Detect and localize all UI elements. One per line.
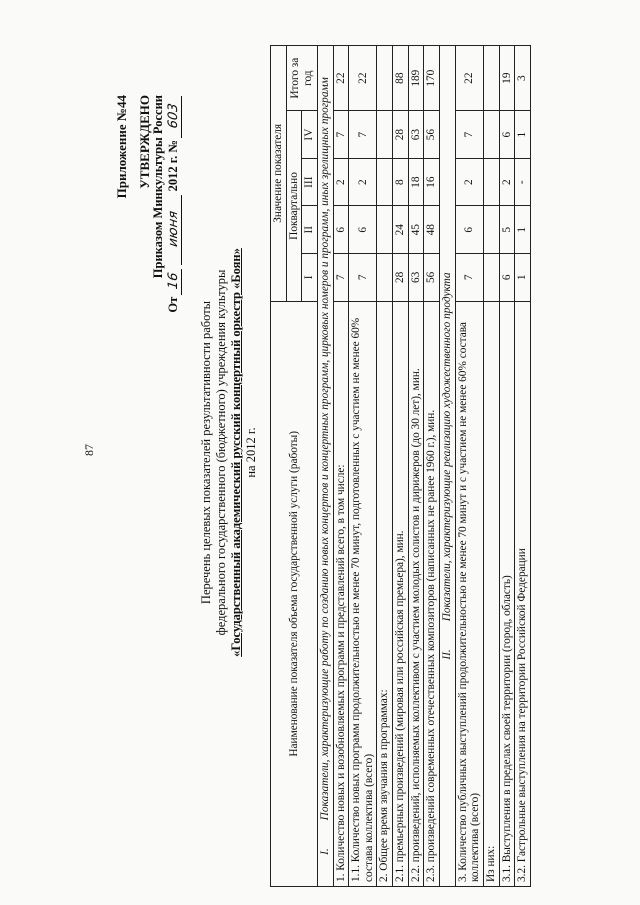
page-number: 87 bbox=[82, 444, 96, 456]
section-heading bbox=[440, 46, 456, 887]
total-value: 22 bbox=[333, 46, 349, 111]
q4-value: 1 bbox=[515, 111, 531, 159]
header-q4: IV bbox=[302, 111, 318, 159]
q2-value: 6 bbox=[333, 206, 349, 254]
q4-value bbox=[483, 111, 499, 159]
q4-value: 6 bbox=[499, 111, 515, 159]
total-value: 3 bbox=[515, 46, 531, 111]
total-value bbox=[377, 46, 393, 111]
indicator-name: 3. Количество публичных выступлений продолжительностью не менее 70 минут и с участием не менее 60% состава коллектива (всего) bbox=[455, 301, 483, 886]
q4-value: 63 bbox=[408, 111, 424, 159]
header-total: Итого за год bbox=[286, 46, 317, 111]
table-row bbox=[455, 46, 483, 887]
table-row bbox=[333, 46, 349, 887]
header-q3: III bbox=[302, 158, 318, 206]
table-row bbox=[377, 46, 393, 887]
header-quarterly: Поквартально bbox=[286, 111, 302, 301]
q4-value: 28 bbox=[393, 111, 409, 159]
total-value: 22 bbox=[455, 46, 483, 111]
q1-value: 7 bbox=[333, 254, 349, 302]
section-row bbox=[440, 46, 456, 887]
q2-value bbox=[377, 206, 393, 254]
header-value: Значение показателя bbox=[271, 46, 287, 302]
indicator-name: 1. Количество новых и возобновляемых программ и представлений всего, в том числе: bbox=[333, 301, 349, 886]
q2-value: 6 bbox=[455, 206, 483, 254]
order-date-line bbox=[166, 95, 182, 313]
header-q2: II bbox=[302, 206, 318, 254]
order-reference: Приказом Минкультуры России bbox=[151, 95, 165, 279]
indicator-name: 2.1. премьерных произведений (мировая или российская премьера), мин. bbox=[393, 301, 409, 886]
handwritten-order-number: 603 bbox=[166, 94, 182, 138]
handwritten-day: 16 bbox=[166, 266, 182, 294]
order-year: 2012 г. № bbox=[166, 140, 180, 192]
table-row bbox=[515, 46, 531, 887]
indicator-name: 3.1. Выступления в пределах своей территории (город, область) bbox=[499, 301, 515, 886]
q4-value: 56 bbox=[424, 111, 440, 159]
header-q1: I bbox=[302, 254, 318, 302]
q4-value: 7 bbox=[455, 111, 483, 159]
q3-value: 8 bbox=[393, 158, 409, 206]
indicator-name: 2.3. произведений современных отечественных композиторов (написанных не ранее 1960 г.), мин. bbox=[424, 301, 440, 886]
q1-value: 56 bbox=[424, 254, 440, 302]
title-line-2: федерального государственного (бюджетного) учреждения культуры bbox=[214, 269, 228, 636]
q2-value: 6 bbox=[349, 206, 377, 254]
q2-value bbox=[483, 206, 499, 254]
table-row bbox=[393, 46, 409, 887]
header-row-1 bbox=[271, 46, 287, 887]
title-line-4: на 2012 г. bbox=[244, 427, 258, 478]
date-prefix: От bbox=[166, 296, 180, 313]
q1-value: 63 bbox=[408, 254, 424, 302]
q3-value bbox=[377, 158, 393, 206]
total-value: 189 bbox=[408, 46, 424, 111]
q3-value: 18 bbox=[408, 158, 424, 206]
q1-value: 28 bbox=[393, 254, 409, 302]
indicator-name: 1.1. Количество новых программ продолжительностью не менее 70 минут, подготовленных с участием не менее 60% состава коллектива (всего) bbox=[349, 301, 377, 886]
section-title: Показатели, характеризующие реализацию художественного продукта bbox=[441, 272, 454, 622]
q2-value: 45 bbox=[408, 206, 424, 254]
appendix-label: Приложение №44 bbox=[114, 95, 129, 199]
q3-value: 16 bbox=[424, 158, 440, 206]
q1-value: 1 bbox=[515, 254, 531, 302]
table-row bbox=[408, 46, 424, 887]
section-number: I. bbox=[318, 848, 331, 855]
section-row bbox=[317, 46, 333, 887]
q3-value: 2 bbox=[455, 158, 483, 206]
q1-value: 6 bbox=[499, 254, 515, 302]
section-heading bbox=[317, 46, 333, 887]
table-row bbox=[483, 46, 499, 887]
indicator-name: 2.2. произведений, исполняемых коллективом с участием молодых солистов и дирижеров (до 30 лет), мин. bbox=[408, 301, 424, 886]
header-indicator-name: Наименование показателя объема государственной услуги (работы) bbox=[271, 301, 318, 886]
q4-value bbox=[377, 111, 393, 159]
q3-value: 2 bbox=[499, 158, 515, 206]
total-value bbox=[483, 46, 499, 111]
q1-value: 7 bbox=[455, 254, 483, 302]
q3-value bbox=[483, 158, 499, 206]
handwritten-month: июня bbox=[166, 193, 182, 265]
q1-value bbox=[377, 254, 393, 302]
total-value: 88 bbox=[393, 46, 409, 111]
section-title: Показатели, характеризующие работу по созданию новых концертов и концертных программ, цирковых номеров и программ, иных зрелищных программ bbox=[318, 77, 331, 821]
indicator-name: Из них: bbox=[483, 301, 499, 886]
section-number: II. bbox=[441, 649, 454, 660]
total-value: 22 bbox=[349, 46, 377, 111]
q2-value: 48 bbox=[424, 206, 440, 254]
indicator-name: 3.2. Гастрольные выступления на территории Российской Федерации bbox=[515, 301, 531, 886]
q3-value: - bbox=[515, 158, 531, 206]
title-line-3: «Государственный академический русский концертный оркестр «Боян» bbox=[229, 248, 243, 657]
table-row bbox=[424, 46, 440, 887]
table-row bbox=[499, 46, 515, 887]
q1-value bbox=[483, 254, 499, 302]
indicator-name: 2. Общее время звучания в программах: bbox=[377, 301, 393, 886]
title-line-1: Перечень целевых показателей результативности работы bbox=[199, 300, 213, 605]
q1-value: 7 bbox=[349, 254, 377, 302]
approved-stamp: УТВЕРЖДЕНО bbox=[137, 95, 152, 189]
total-value: 170 bbox=[424, 46, 440, 111]
indicators-table bbox=[270, 45, 531, 887]
q4-value: 7 bbox=[349, 111, 377, 159]
q3-value: 2 bbox=[349, 158, 377, 206]
q2-value: 5 bbox=[499, 206, 515, 254]
total-value: 19 bbox=[499, 46, 515, 111]
table-row bbox=[349, 46, 377, 887]
q2-value: 24 bbox=[393, 206, 409, 254]
q3-value: 2 bbox=[333, 158, 349, 206]
q4-value: 7 bbox=[333, 111, 349, 159]
q2-value: 1 bbox=[515, 206, 531, 254]
